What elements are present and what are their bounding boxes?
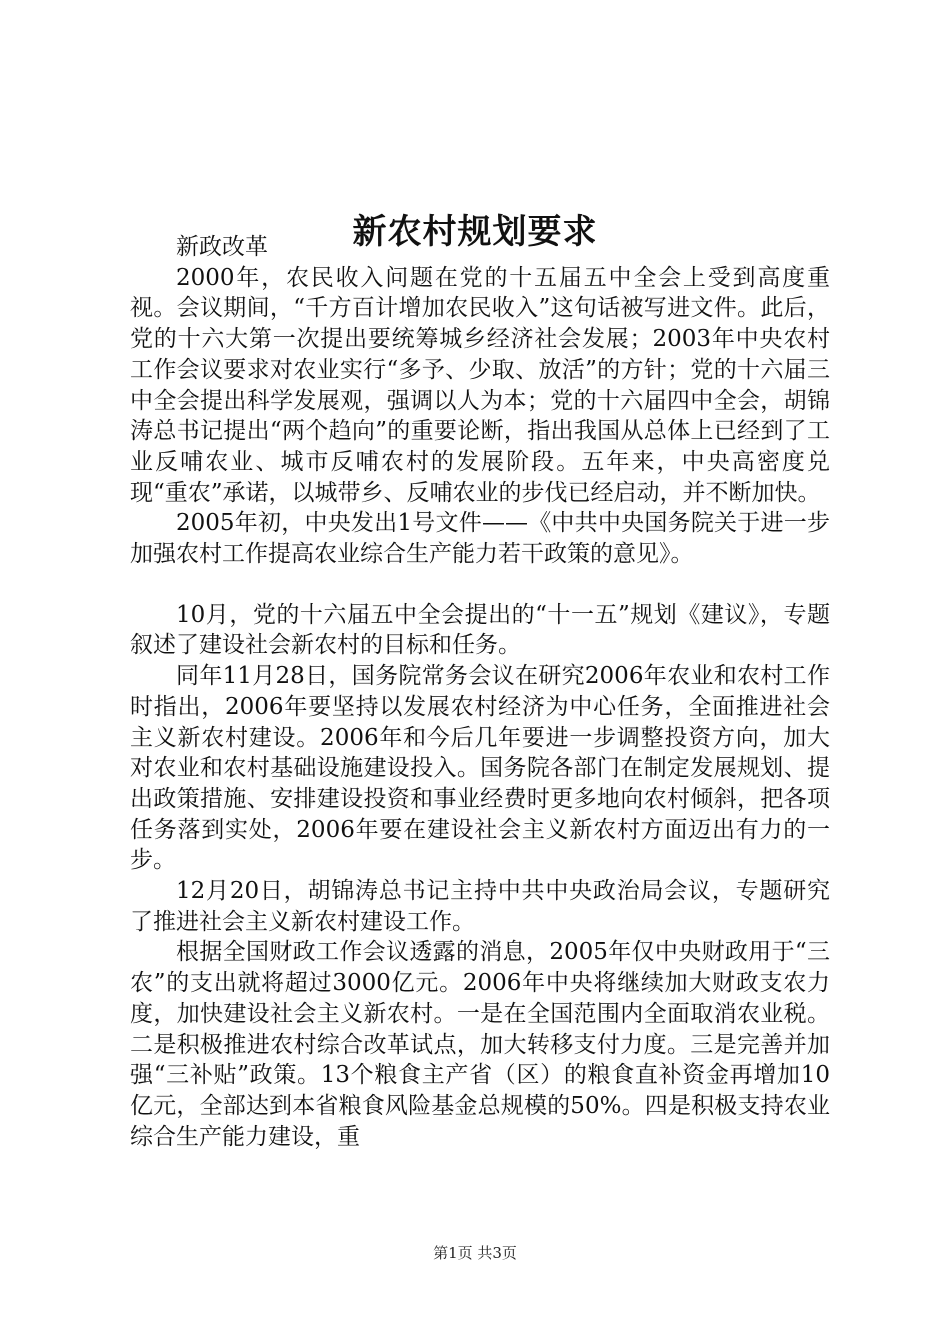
paragraph: 2000年，农民收入问题在党的十五届五中全会上受到高度重视。会议期间，“千方百计增加农民收入”这句话被写进文件。此后，党的十六大第一次提出要统筹城乡经济社会发展；2003年中央农村工作会议要求对农业实行“多予、少取、放活”的方针；党的十六届三中全会提出科学发展观，强调以人为本；党的十六届四中全会，胡锦涛总书记提出“两个趋向”的重要论断，指出我国从总体上已经到了工业反哺农业、城市反哺农村的发展阶段。五年来，中央高密度兑现“重农”承诺，以城带乡、反哺农业的步伐已经启动，并不断加快。 (130, 264, 830, 506)
section-label: 新政改革 (176, 234, 268, 260)
paragraph: 根据全国财政工作会议透露的消息，2005年仅中央财政用于“三农”的支出就将超过3000亿元。2006年中央将继续加大财政支农力度，加快建设社会主义新农村。一是在全国范围内全面取消农业税。二是积极推进农村综合改革试点，加大转移支付力度。三是完善并加强“三补贴”政策。13个粮食主产省（区）的粮食直补资金再增加10亿元，全部达到本省粮食风险基金总规模的50%。四是积极支持农业综合生产能力建设，重 (130, 939, 830, 1150)
page-number-footer: 第1页 共3页 (433, 1244, 517, 1262)
document-title: 新农村规划要求 (352, 211, 598, 252)
paragraph: 10月，党的十六届五中全会提出的“十一五”规划《建议》，专题叙述了建设社会新农村的目标和任务。 (130, 601, 830, 659)
document-body (130, 232, 830, 1152)
paragraph: 12月20日，胡锦涛总书记主持中共中央政治局会议，专题研究了推进社会主义新农村建设工作。 (130, 878, 830, 935)
paragraph: 同年11月28日，国务院常务会议在研究2006年农业和农村工作时指出，2006年要坚持以发展农村经济为中心任务，全面推进社会主义新农村建设。2006年和今后几年要进一步调整投资方向，加大对农业和农村基础设施建设投入。国务院各部门在制定发展规划、提出政策措施、安排建设投资和事业经费时更多地向农村倾斜，把各项任务落到实处，2006年要在建设社会主义新农村方面迈出有力的一步。 (130, 663, 830, 874)
paragraph: 2005年初，中央发出1号文件——《中共中央国务院关于进一步加强农村工作提高农业综合生产能力若干政策的意见》。 (130, 510, 830, 568)
